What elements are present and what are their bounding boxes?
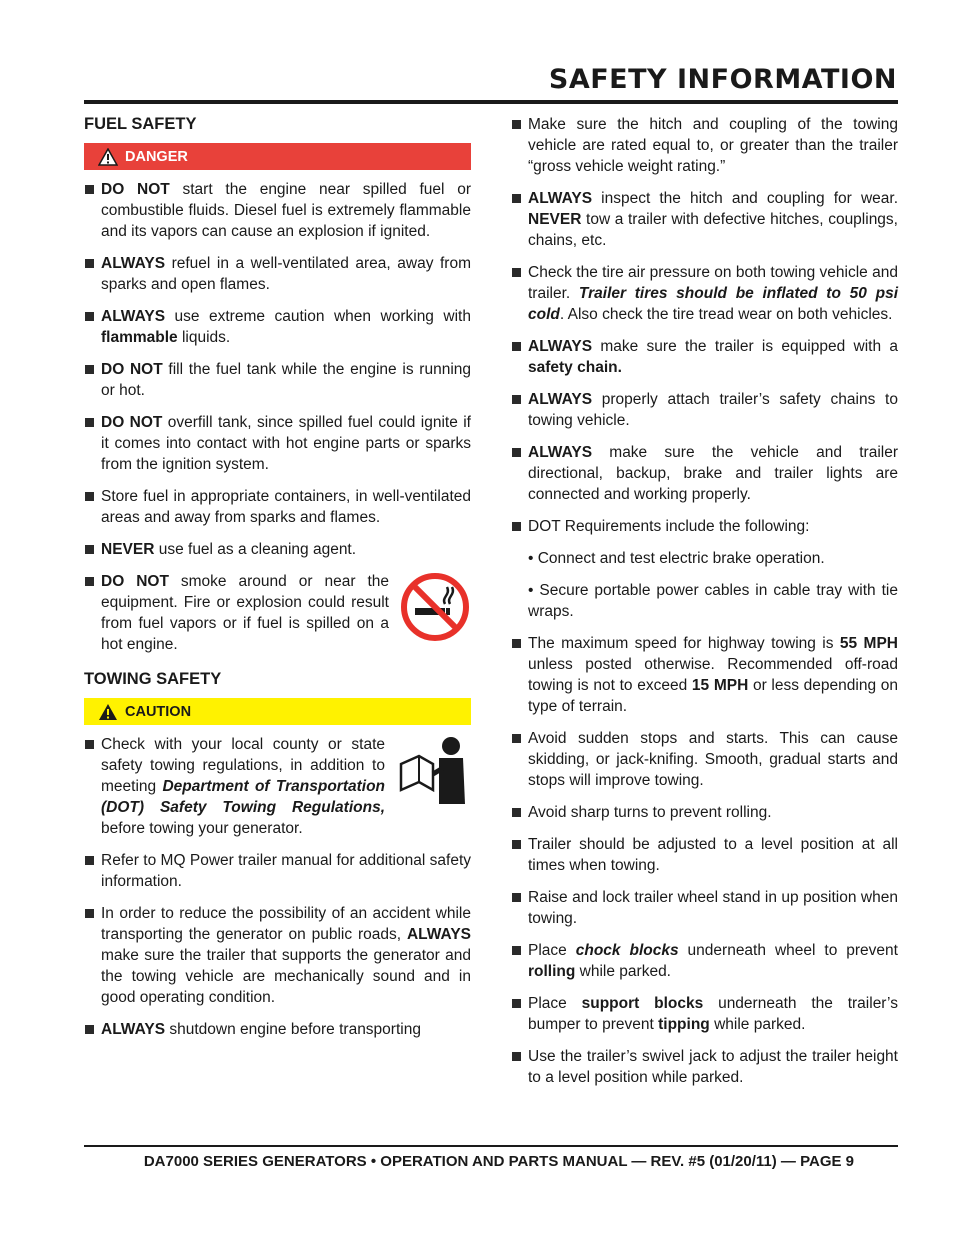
item-text: use fuel as a cleaning agent. [154,541,357,558]
item-emphasis: flammable [101,329,178,346]
list-item [511,442,898,505]
item-emphasis: Trailer tires should be inflated to 50 psi cold [528,285,898,323]
item-text: liquids. [177,329,231,346]
item-text: overfill tank, since spilled fuel could ignite if it comes into contact with hot engine parts or sparks from the ignition system. [101,414,471,473]
list-item [511,802,898,823]
warning-triangle-icon [98,703,118,721]
item-text: while parked. [709,1016,806,1033]
towing-safety-heading: TOWING SAFETY [84,670,222,688]
no-smoking-text [101,571,389,655]
list-item [84,1019,471,1040]
item-emphasis: DO NOT [101,181,170,198]
item-emphasis: rolling [528,963,576,980]
item-text: • Connect and test electric brake operation. [528,550,825,567]
list-item [84,539,471,560]
item-emphasis: ALWAYS [528,338,593,355]
item-emphasis: safety chain. [528,359,622,376]
item-emphasis: ALWAYS [528,190,593,207]
item-text: Make sure the hitch and coupling of the towing vehicle are rated equal to, or greater than the trailer “gross vehicle weight rating.” [528,116,898,175]
towing-regulations-item [84,734,471,839]
header-rule [84,100,898,104]
item-text: before towing your generator. [101,820,303,837]
item-text: smoke around or near the equipment. Fire or explosion could result from fuel vapors or if fuel is spilled on a hot engine. [101,573,389,653]
item-emphasis: support blocks [581,995,704,1012]
item-emphasis: ALWAYS [101,308,166,325]
list-item [511,1046,898,1088]
list-item [84,179,471,242]
list-item [511,633,898,717]
item-text: make sure the trailer that supports the generator and the towing vehicle are mechanically sound and in good operating condition. [101,947,471,1006]
item-text: inspect the hitch and coupling for wear. [592,190,898,207]
item-text: properly attach trailer’s safety chains to towing vehicle. [528,391,898,429]
no-smoking-icon [399,571,471,643]
left-column [84,114,471,1051]
no-smoking-item [84,571,471,655]
item-text: make sure the vehicle and trailer directional, backup, brake and trailer lights are connected and working properly. [528,444,898,503]
item-text: Trailer should be adjusted to a level position at all times when towing. [528,836,898,874]
list-item [511,389,898,431]
item-text: The maximum speed for highway towing is [528,635,840,652]
list-item [511,993,898,1035]
list-item [84,486,471,528]
item-emphasis: ALWAYS [101,255,166,272]
sub-list-item [511,548,898,569]
footer-rule [84,1145,898,1147]
caution-label: CAUTION [125,703,192,720]
item-text: • Secure portable power cables in cable tray with tie wraps. [528,582,898,620]
list-item [511,940,898,982]
item-emphasis: NEVER [101,541,155,558]
list-item [511,336,898,378]
item-emphasis: ALWAYS [528,391,593,408]
read-manual-icon [395,734,471,804]
item-emphasis: ALWAYS [406,926,471,943]
list-item [511,728,898,791]
item-text: unless posted otherwise. Recommended off-road towing is not to exceed [528,656,898,694]
list-item [84,253,471,295]
item-emphasis: 55 MPH [839,635,898,652]
towing-rules-list [511,114,898,1088]
item-emphasis: tipping [658,1016,710,1033]
item-emphasis: Department of Transportation (DOT) Safety Towing Regulations, [101,778,385,816]
list-item [511,516,898,537]
list-item [84,306,471,348]
list-item [84,850,471,892]
list-item [511,887,898,929]
list-item [511,114,898,177]
item-text: Avoid sudden stops and starts. This can cause skidding, or jack-knifing. Smooth, gradual starts and stops will improve towing. [528,730,898,789]
item-text: Check with your local county or state safety towing regulations, in addition to meeting [101,736,385,795]
item-text: Avoid sharp turns to prevent rolling. [528,804,772,821]
item-text: In order to reduce the possibility of an accident while transporting the generator on public roads, [101,905,471,943]
item-text: start the engine near spilled fuel or combustible fluids. Diesel fuel is extremely flammable and its vapors can cause an explosion if ignited. [101,181,471,240]
item-text: make sure the trailer is equipped with a [592,338,898,355]
item-text: . Also check the tire tread wear on both vehicles. [559,306,893,323]
danger-banner [84,143,471,170]
item-text: Refer to MQ Power trailer manual for additional safety information. [101,852,471,890]
item-text: Check the tire air pressure on both towing vehicle and trailer. [528,264,898,302]
list-item [511,262,898,325]
item-text: while parked. [575,963,671,980]
list-item [511,188,898,251]
item-text: Place [528,995,582,1012]
item-text: Place [528,942,576,959]
page-footer: DA7000 SERIES GENERATORS • OPERATION AND PARTS MANUAL — REV. #5 (01/20/11) — PAGE 9 [143,1153,854,1170]
right-column [511,114,898,1099]
item-emphasis: ALWAYS [528,444,593,461]
item-emphasis: 15 MPH [691,677,749,694]
item-text: refuel in a well-ventilated area, away from sparks and open flames. [101,255,471,293]
item-text: underneath the trailer’s bumper to prevent [528,995,898,1033]
sub-list-item [511,580,898,622]
caution-banner [84,698,471,725]
item-text: use extreme caution when working with [165,308,471,325]
list-item [84,412,471,475]
item-text: underneath wheel to prevent [678,942,898,959]
towing-regulations-text [101,734,385,839]
warning-triangle-icon [98,148,118,166]
item-text: Raise and lock trailer wheel stand in up position when towing. [528,889,898,927]
fuel-safety-heading: FUEL SAFETY [84,115,197,133]
list-item [84,359,471,401]
fuel-safety-list [84,179,471,560]
item-emphasis: DO NOT [101,414,163,431]
item-text: Store fuel in appropriate containers, in well-ventilated areas and away from sparks and flames. [101,488,471,526]
item-emphasis: chock blocks [575,942,679,959]
item-emphasis: NEVER [528,211,582,228]
item-emphasis: DO NOT [101,573,169,590]
item-emphasis: ALWAYS [101,1021,166,1038]
item-text: Use the trailer’s swivel jack to adjust the trailer height to a level position while parked. [528,1048,898,1086]
danger-label: DANGER [125,148,188,165]
list-item [511,834,898,876]
towing-safety-list [84,850,471,1040]
item-emphasis: DO NOT [101,361,163,378]
item-text: shutdown engine before transporting [165,1021,421,1038]
page-title: SAFETY INFORMATION [548,64,897,95]
item-text: fill the fuel tank while the engine is running or hot. [101,361,472,399]
item-text: tow a trailer with defective hitches, couplings, chains, etc. [528,211,898,249]
item-text: or less depending on type of terrain. [528,677,898,715]
item-text: DOT Requirements include the following: [528,518,810,535]
list-item [84,903,471,1008]
